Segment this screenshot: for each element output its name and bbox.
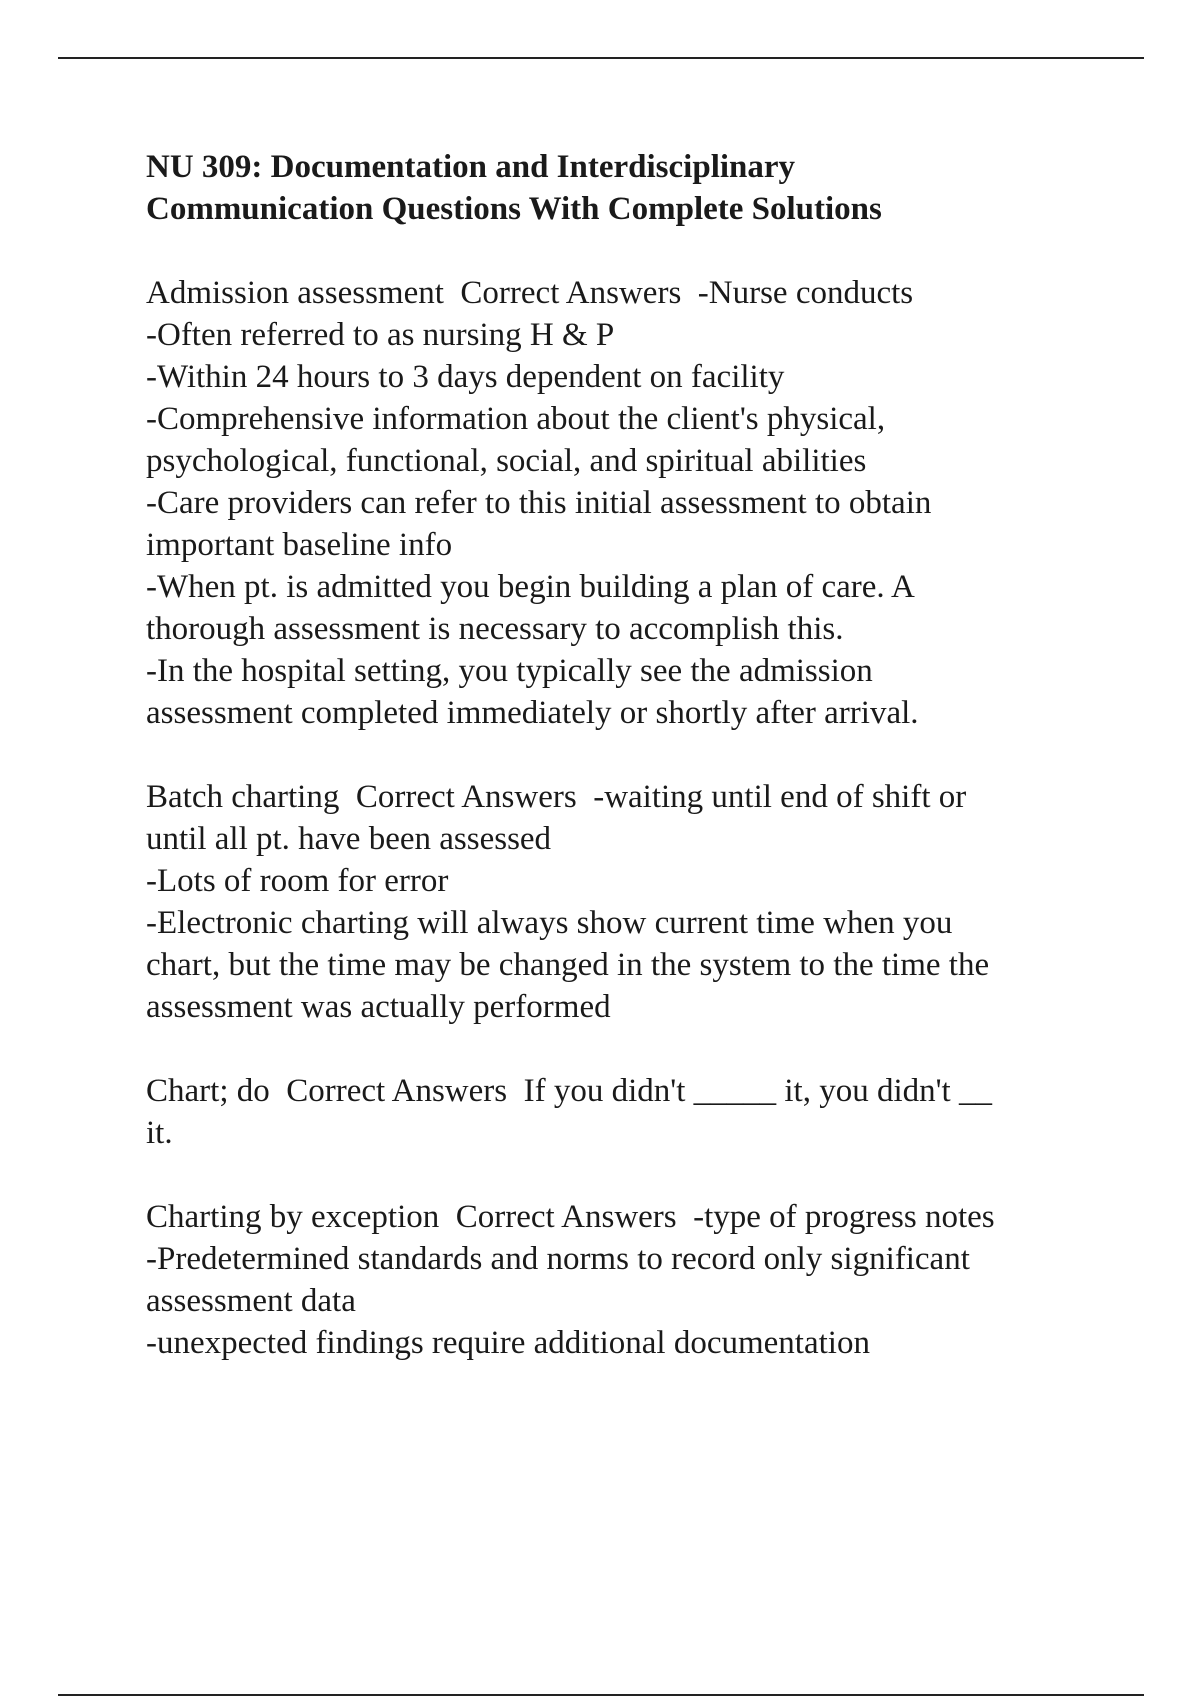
document-body — [146, 146, 1106, 1406]
entry-line: Batch charting Correct Answers -waiting until end of shift or — [146, 779, 967, 815]
entry-line: it. — [146, 1115, 173, 1151]
document-title — [146, 146, 1106, 230]
entry-line: -Electronic charting will always show current time when you — [146, 905, 953, 941]
entry-line: -Lots of room for error — [146, 863, 449, 899]
entry-line: Chart; do Correct Answers If you didn't _____ it, you didn't __ — [146, 1073, 992, 1109]
entry-chart-do — [146, 1070, 1106, 1154]
entry-line: -When pt. is admitted you begin building a plan of care. A — [146, 569, 915, 605]
entry-line: assessment completed immediately or shortly after arrival. — [146, 695, 919, 731]
entry-line: -Often referred to as nursing H & P — [146, 317, 615, 353]
entry-line: -Comprehensive information about the client's physical, — [146, 401, 886, 437]
entry-line: thorough assessment is necessary to accomplish this. — [146, 611, 844, 647]
title-line: NU 309: Documentation and Interdisciplinary — [146, 149, 796, 185]
header-rule — [58, 57, 1144, 59]
entry-line: assessment data — [146, 1283, 356, 1319]
entry-batch-charting — [146, 776, 1106, 1028]
entry-line: -Care providers can refer to this initial assessment to obtain — [146, 485, 932, 521]
entry-line: Admission assessment Correct Answers -Nurse conducts — [146, 275, 914, 311]
entry-line: -Predetermined standards and norms to record only significant — [146, 1241, 970, 1277]
title-line: Communication Questions With Complete Solutions — [146, 191, 882, 227]
entry-line: important baseline info — [146, 527, 453, 563]
entry-line: psychological, functional, social, and spiritual abilities — [146, 443, 867, 479]
entry-line: chart, but the time may be changed in the system to the time the — [146, 947, 990, 983]
entry-line: -unexpected findings require additional documentation — [146, 1325, 870, 1361]
entry-line: -In the hospital setting, you typically see the admission — [146, 653, 873, 689]
entry-line: assessment was actually performed — [146, 989, 611, 1025]
entry-line: Charting by exception Correct Answers -type of progress notes — [146, 1199, 995, 1235]
entry-admission-assessment — [146, 272, 1106, 734]
entry-charting-by-exception — [146, 1196, 1106, 1364]
entry-line: -Within 24 hours to 3 days dependent on facility — [146, 359, 785, 395]
footer-rule — [58, 1694, 1144, 1696]
entry-line: until all pt. have been assessed — [146, 821, 552, 857]
